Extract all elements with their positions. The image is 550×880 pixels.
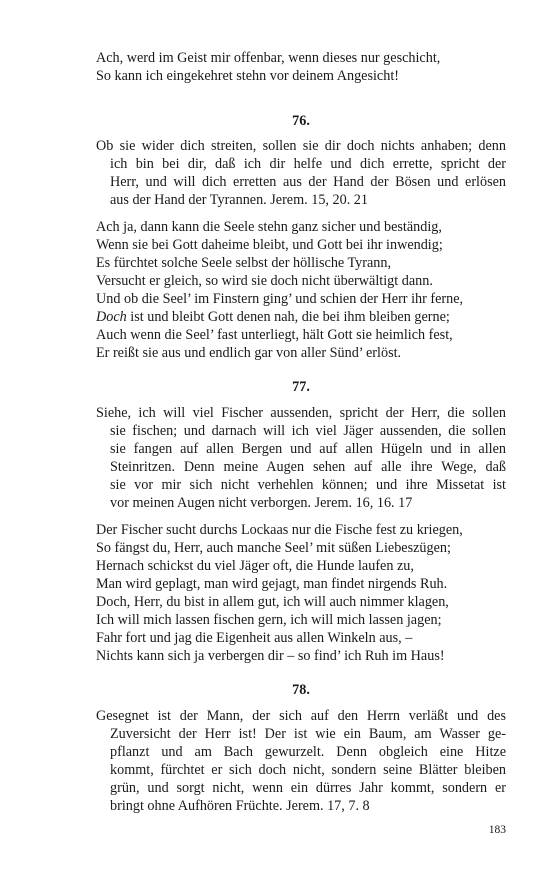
verse-line-rest: ist und bleibt Gott denen nah, die bei ihm bleiben gerne; [130, 309, 450, 325]
verse-line: Der Fischer sucht durchs Lockaas nur die Fische fest zu kriegen, [96, 522, 463, 538]
verse-line [96, 308, 450, 326]
scripture-line: Ob sie wider dich streiten, sollen sie dir doch nichts anhaben; denn [96, 138, 506, 154]
scripture-line: Steinritzen. Denn meine Augen sehen auf alle ihre Wege, daß [110, 459, 506, 475]
scripture-line: Zuversicht der Herr ist! Der ist wie ein Baum, am Wasser ge- [110, 726, 506, 742]
scripture-line: sie fischen; und darnach will ich viel Jäger aussenden, die sollen [110, 423, 506, 439]
scripture-line: ich bin bei dir, daß ich dir helfe und dich errette, spricht der [110, 156, 506, 172]
italic-word: Doch [96, 309, 127, 325]
scripture-line: aus der Hand der Tyrannen. Jerem. 15, 20. 21 [110, 192, 368, 208]
verse-line: Ach, werd im Geist mir offenbar, wenn dieses nur geschicht, [96, 50, 441, 66]
section-number: 76. [292, 113, 310, 129]
scripture-line: grün, und sorgt nicht, wenn ein dürres Jahr kommt, sondern er [110, 780, 506, 796]
scripture-line: sie fangen auf allen Bergen und auf allen Hügeln und in allen [110, 441, 506, 457]
verse-line: Nichts kann sich ja verbergen dir – so find’ ich Ruh im Haus! [96, 648, 445, 664]
scripture-line: Herr, und will dich erretten aus der Hand der Bösen und erlösen [110, 174, 506, 190]
verse-line: Man wird geplagt, man wird gejagt, man findet nirgends Ruh. [96, 576, 448, 592]
scripture-line: bringt ohne Aufhören Früchte. Jerem. 17, 7. 8 [110, 798, 370, 814]
verse-line: Fahr fort und jag die Eigenheit aus allen Winkeln aus, – [96, 630, 413, 646]
verse-line: Und ob die Seel’ im Finstern ging’ und schien der Herr ihr ferne, [96, 291, 464, 307]
section-number: 77. [292, 379, 310, 395]
verse-line: Ich will mich lassen fischen gern, ich will mich lassen jagen; [96, 612, 442, 628]
verse-line: Es fürchtet solche Seele selbst der höllische Tyrann, [96, 255, 392, 271]
verse-line: Er reißt sie aus und endlich gar von aller Sünd’ erlöst. [96, 345, 402, 361]
verse-line: Hernach schickst du viel Jäger oft, die Hunde laufen zu, [96, 558, 414, 574]
section-number: 78. [292, 682, 310, 698]
scripture-line: Gesegnet ist der Mann, der sich auf den Herrn verläßt und des [96, 708, 506, 724]
page-number: 183 [488, 824, 506, 836]
verse-line: Doch, Herr, du bist in allem gut, ich will auch nimmer klagen, [96, 594, 449, 610]
verse-line: Wenn sie bei Gott daheime bleibt, und Gott bei ihr inwendig; [96, 237, 443, 253]
scripture-line: vor meinen Augen nicht verborgen. Jerem. 16, 16. 17 [110, 495, 413, 511]
verse-line: Auch wenn die Seel’ fast unterliegt, hält Gott sie heimlich fest, [96, 327, 453, 343]
verse-line: So kann ich eingekehret stehn vor deinem Angesicht! [96, 68, 399, 84]
verse-line: Versucht er gleich, so wird sie doch nicht überwältigt dann. [96, 273, 433, 289]
scripture-line: Siehe, ich will viel Fischer aussenden, spricht der Herr, die sollen [96, 405, 506, 421]
scripture-line: pflanzt und am Bach gewurzelt. Denn obgleich eine Hitze [110, 744, 506, 760]
scripture-line: sie vor mir sich nicht verhehlen können; und ihre Missetat ist [110, 477, 506, 493]
verse-line: Ach ja, dann kann die Seele stehn ganz sicher und beständig, [96, 219, 442, 235]
verse-line: So fängst du, Herr, auch manche Seel’ mit süßen Liebeszügen; [96, 540, 451, 556]
scripture-line: kommt, fürchtet er sich doch nicht, sondern seine Blätter bleiben [110, 762, 506, 778]
